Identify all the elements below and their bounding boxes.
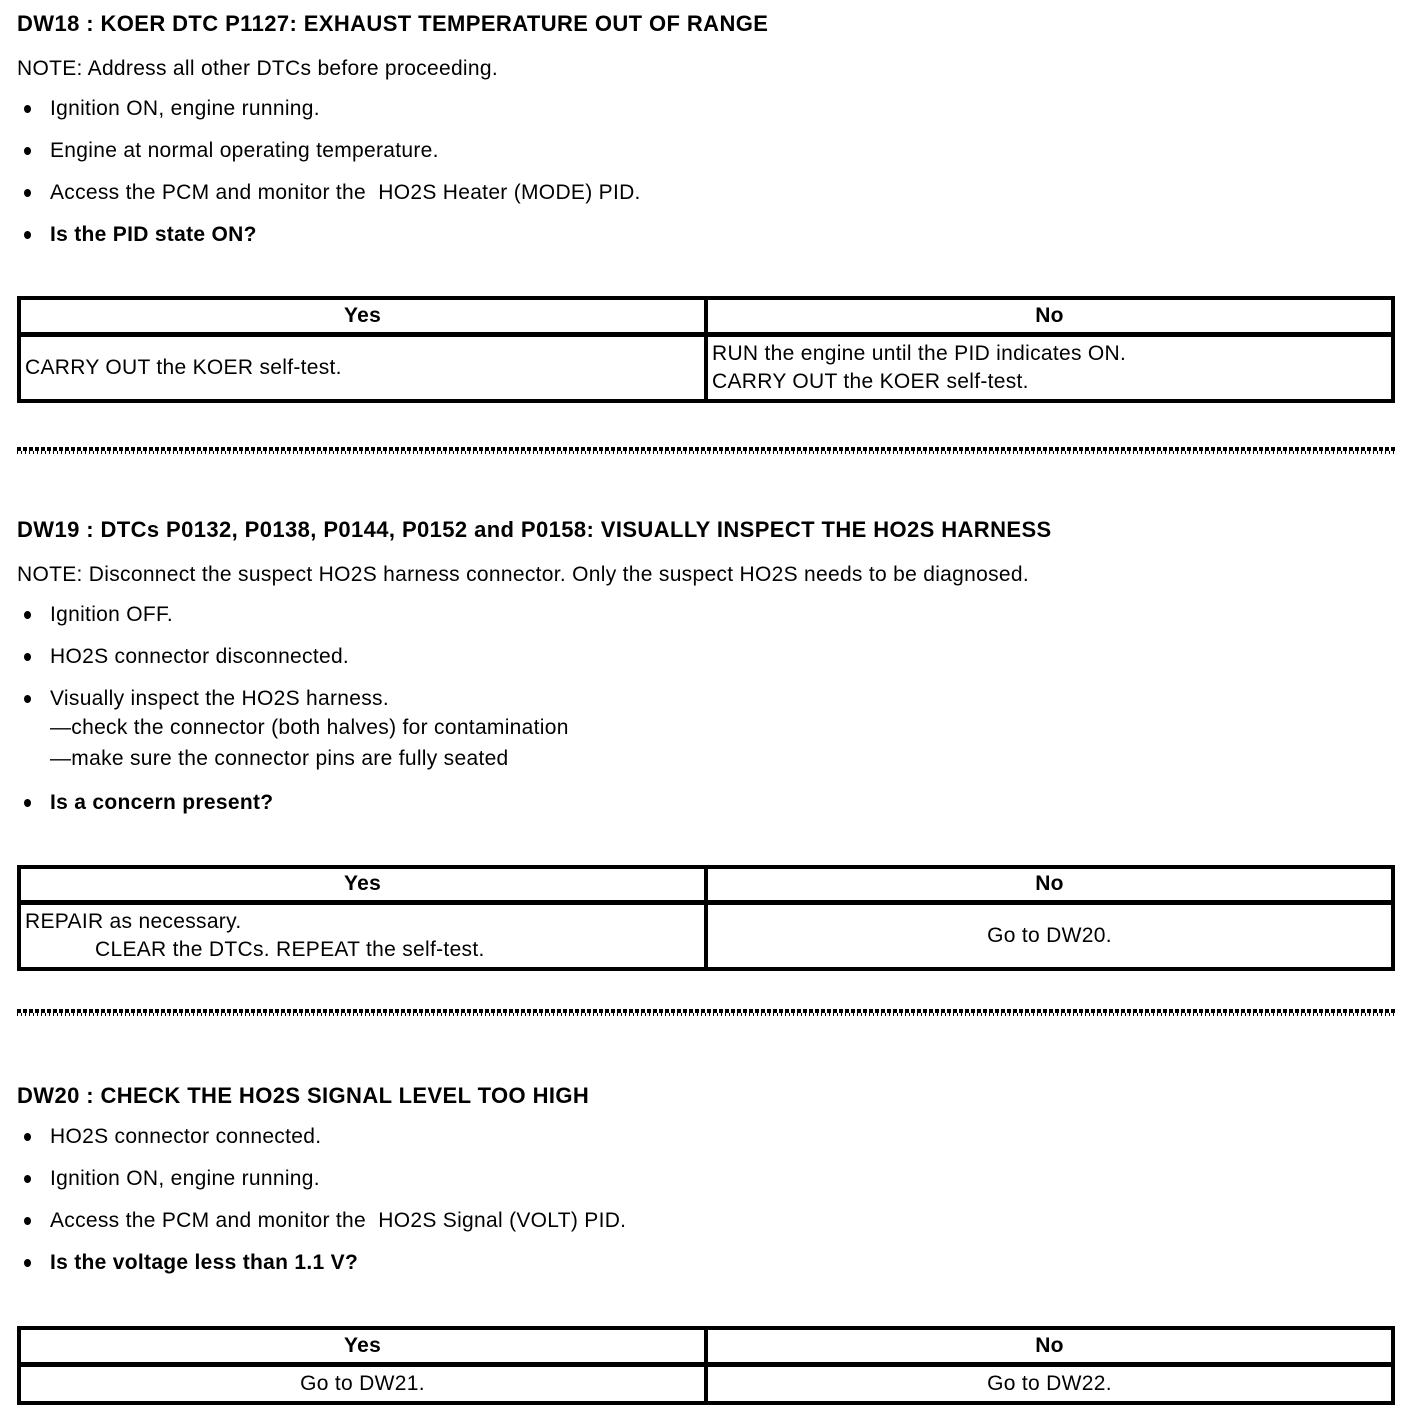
yes-action-cell [19, 903, 706, 970]
bullet-icon [24, 1133, 31, 1141]
section-dw20 [17, 1082, 1395, 1405]
bullet-subtext: —make sure the connector pins are fully seated [50, 746, 509, 770]
bullet-subtext: —check the connector (both halves) for contamination [50, 715, 569, 739]
yes-column-header: Yes [19, 1328, 706, 1364]
bullet-text: Access the PCM and monitor the HO2S Heater (MODE) PID. [50, 181, 641, 204]
bullet-icon [24, 105, 31, 113]
no-action-cell [706, 903, 1393, 970]
bullet-item [17, 1208, 1395, 1234]
table-row [19, 903, 1393, 970]
bullet-text: HO2S connector connected. [50, 1125, 322, 1148]
bullet-item-question [17, 1250, 1395, 1276]
bullet-item [17, 180, 1395, 206]
step-heading: DW19 : DTCs P0132, P0138, P0144, P0152 and P0158: VISUALLY INSPECT THE HO2S HARNESS [17, 516, 1052, 542]
table-row [19, 334, 1393, 401]
bullet-text: Visually inspect the HO2S harness. [50, 686, 389, 710]
bullet-text: Ignition OFF. [50, 602, 173, 626]
bullet-text: Is the voltage less than 1.1 V? [50, 1251, 359, 1274]
bullet-item [17, 1124, 1395, 1150]
bullet-icon [24, 1259, 31, 1267]
step-heading: DW18 : KOER DTC P1127: EXHAUST TEMPERATURE OUT OF RANGE [17, 11, 769, 36]
bullet-text: Is the PID state ON? [50, 223, 257, 246]
no-action-cell [706, 334, 1393, 401]
bullet-item [17, 1166, 1395, 1192]
bullet-item [17, 138, 1395, 164]
step-heading: DW20 : CHECK THE HO2S SIGNAL LEVEL TOO HIGH [17, 1083, 590, 1108]
no-column-header: No [706, 1328, 1393, 1364]
bullet-text: Is a concern present? [50, 790, 274, 814]
action-text: CARRY OUT the KOER self-test. [25, 355, 342, 379]
bullet-text: Engine at normal operating temperature. [50, 139, 439, 162]
bullet-text: Ignition ON, engine running. [50, 97, 320, 120]
bullet-icon [24, 189, 31, 197]
bullet-item [17, 644, 1395, 670]
bullet-icon [24, 695, 31, 703]
bullet-icon [24, 653, 31, 661]
yes-action-cell [19, 1364, 706, 1403]
bullet-icon [24, 611, 31, 619]
bullet-item-question [17, 222, 1395, 248]
no-column-header: No [706, 867, 1393, 903]
yes-action-cell [19, 334, 706, 401]
section-separator [17, 447, 1395, 454]
no-column-header: No [706, 298, 1393, 334]
bullet-icon [24, 1217, 31, 1225]
action-text: REPAIR as necessary. [25, 910, 242, 933]
action-text: CARRY OUT the KOER self-test. [712, 369, 1029, 393]
bullet-icon [24, 1175, 31, 1183]
section-dw18 [17, 10, 1395, 403]
bullet-icon [24, 799, 31, 807]
decision-table-dw20 [17, 1326, 1395, 1405]
yes-column-header: Yes [19, 298, 706, 334]
bullet-text: Access the PCM and monitor the HO2S Signal (VOLT) PID. [50, 1209, 627, 1232]
action-text: CLEAR the DTCs. REPEAT the self-test. [95, 938, 485, 961]
action-text: Go to DW21. [300, 1371, 425, 1395]
bullet-item [17, 686, 1395, 774]
bullet-item [17, 602, 1395, 628]
section-separator [17, 1009, 1395, 1016]
action-text: Go to DW20. [987, 924, 1112, 947]
bullet-text: HO2S connector disconnected. [50, 644, 350, 668]
decision-table-dw19 [17, 865, 1395, 972]
no-action-cell [706, 1364, 1393, 1403]
bullet-item-question [17, 790, 1395, 816]
bullet-icon [24, 231, 31, 239]
note-text: NOTE: Disconnect the suspect HO2S harness connector. Only the suspect HO2S needs to be diagnosed. [17, 562, 1029, 586]
action-text: Go to DW22. [987, 1371, 1112, 1395]
table-row [19, 1364, 1393, 1403]
section-dw19 [17, 516, 1395, 972]
bullet-icon [24, 147, 31, 155]
note-text: NOTE: Address all other DTCs before proceeding. [17, 57, 498, 80]
action-text: RUN the engine until the PID indicates ON. [712, 341, 1127, 365]
bullet-text: Ignition ON, engine running. [50, 1167, 320, 1190]
decision-table-dw18 [17, 296, 1395, 403]
yes-column-header: Yes [19, 867, 706, 903]
bullet-item [17, 96, 1395, 122]
